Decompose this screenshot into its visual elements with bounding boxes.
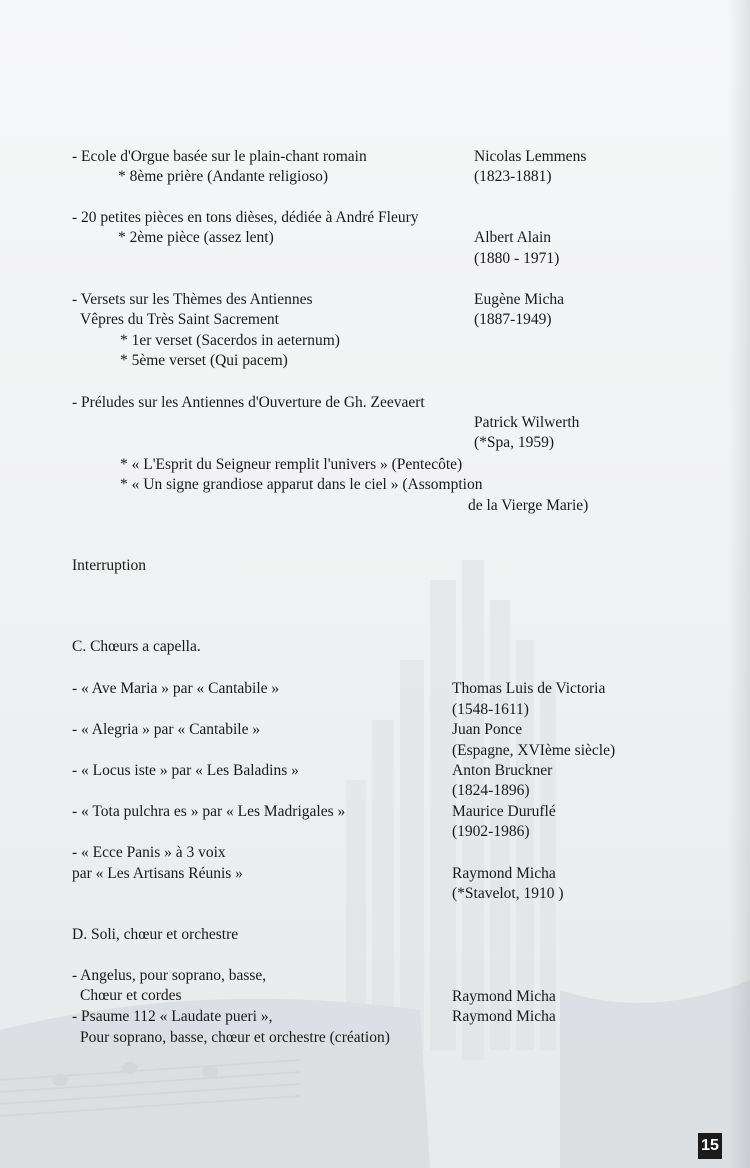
composer-dates: (1880 - 1971) bbox=[474, 250, 560, 267]
composer-name: Raymond Micha bbox=[452, 988, 556, 1005]
program-line: Chœur et cordes bbox=[80, 987, 182, 1004]
program-line: * 5ème verset (Qui pacem) bbox=[120, 352, 288, 369]
program-line: - Psaume 112 « Laudate pueri », bbox=[72, 1008, 273, 1025]
composer-dates: (*Spa, 1959) bbox=[474, 434, 555, 451]
composer-dates: (1902-1986) bbox=[452, 823, 530, 840]
program-line: - « Ecce Panis » à 3 voix bbox=[72, 844, 226, 861]
composer-dates: (1823-1881) bbox=[474, 168, 552, 185]
program-line: - Angelus, pour soprano, basse, bbox=[72, 967, 267, 984]
composer-dates: (1887-1949) bbox=[474, 311, 552, 328]
composer-dates: (Espagne, XVIème siècle) bbox=[452, 742, 616, 759]
composer-dates: (1824-1896) bbox=[452, 782, 530, 799]
composer-name: Patrick Wilwerth bbox=[474, 414, 580, 431]
section-heading: D. Soli, chœur et orchestre bbox=[72, 926, 239, 943]
program-line: - « Ave Maria » par « Cantabile » bbox=[72, 680, 280, 697]
program-line: * 2ème pièce (assez lent) bbox=[118, 229, 274, 246]
composer-name: Thomas Luis de Victoria bbox=[452, 680, 606, 697]
program-line: Vêpres du Très Saint Sacrement bbox=[80, 311, 279, 328]
section-heading: Interruption bbox=[72, 557, 147, 574]
composer-name: Raymond Micha bbox=[452, 865, 556, 882]
program-line: * 1er verset (Sacerdos in aeternum) bbox=[120, 332, 340, 349]
program-line: - Préludes sur les Antiennes d'Ouverture de Gh. Zeevaert bbox=[72, 394, 425, 411]
program-line: * 8ème prière (Andante religioso) bbox=[118, 168, 329, 185]
page-number: 15 bbox=[698, 1133, 722, 1159]
program-line: - « Tota pulchra es » par « Les Madrigales » bbox=[72, 803, 346, 820]
program-line: * « Un signe grandiose apparut dans le ciel » (Assomption bbox=[120, 476, 483, 493]
composer-dates: (1548-1611) bbox=[452, 701, 529, 718]
composer-name: Nicolas Lemmens bbox=[474, 148, 587, 165]
composer-name: Juan Ponce bbox=[452, 721, 523, 738]
program-line: * « L'Esprit du Seigneur remplit l'univers » (Pentecôte) bbox=[120, 456, 463, 473]
section-heading: C. Chœurs a capella. bbox=[72, 638, 201, 655]
program-line: par « Les Artisans Réunis » bbox=[72, 865, 243, 882]
program-line: - « Locus iste » par « Les Baladins » bbox=[72, 762, 299, 779]
composer-name: Eugène Micha bbox=[474, 291, 564, 308]
program-line: - 20 petites pièces en tons dièses, dédiée à André Fleury bbox=[72, 209, 419, 226]
program-line: - Ecole d'Orgue basée sur le plain-chant romain bbox=[72, 148, 367, 165]
composer-name: Albert Alain bbox=[474, 229, 552, 246]
composer-name: Anton Bruckner bbox=[452, 762, 553, 779]
program-line: - Versets sur les Thèmes des Antiennes bbox=[72, 291, 313, 308]
program-line: - « Alegria » par « Cantabile » bbox=[72, 721, 261, 738]
program-line: de la Vierge Marie) bbox=[468, 497, 589, 514]
composer-name: Maurice Duruflé bbox=[452, 803, 556, 820]
composer-name: Raymond Micha bbox=[452, 1008, 556, 1025]
composer-dates: (*Stavelot, 1910 ) bbox=[452, 885, 564, 902]
program-line: Pour soprano, basse, chœur et orchestre (création) bbox=[80, 1029, 390, 1046]
